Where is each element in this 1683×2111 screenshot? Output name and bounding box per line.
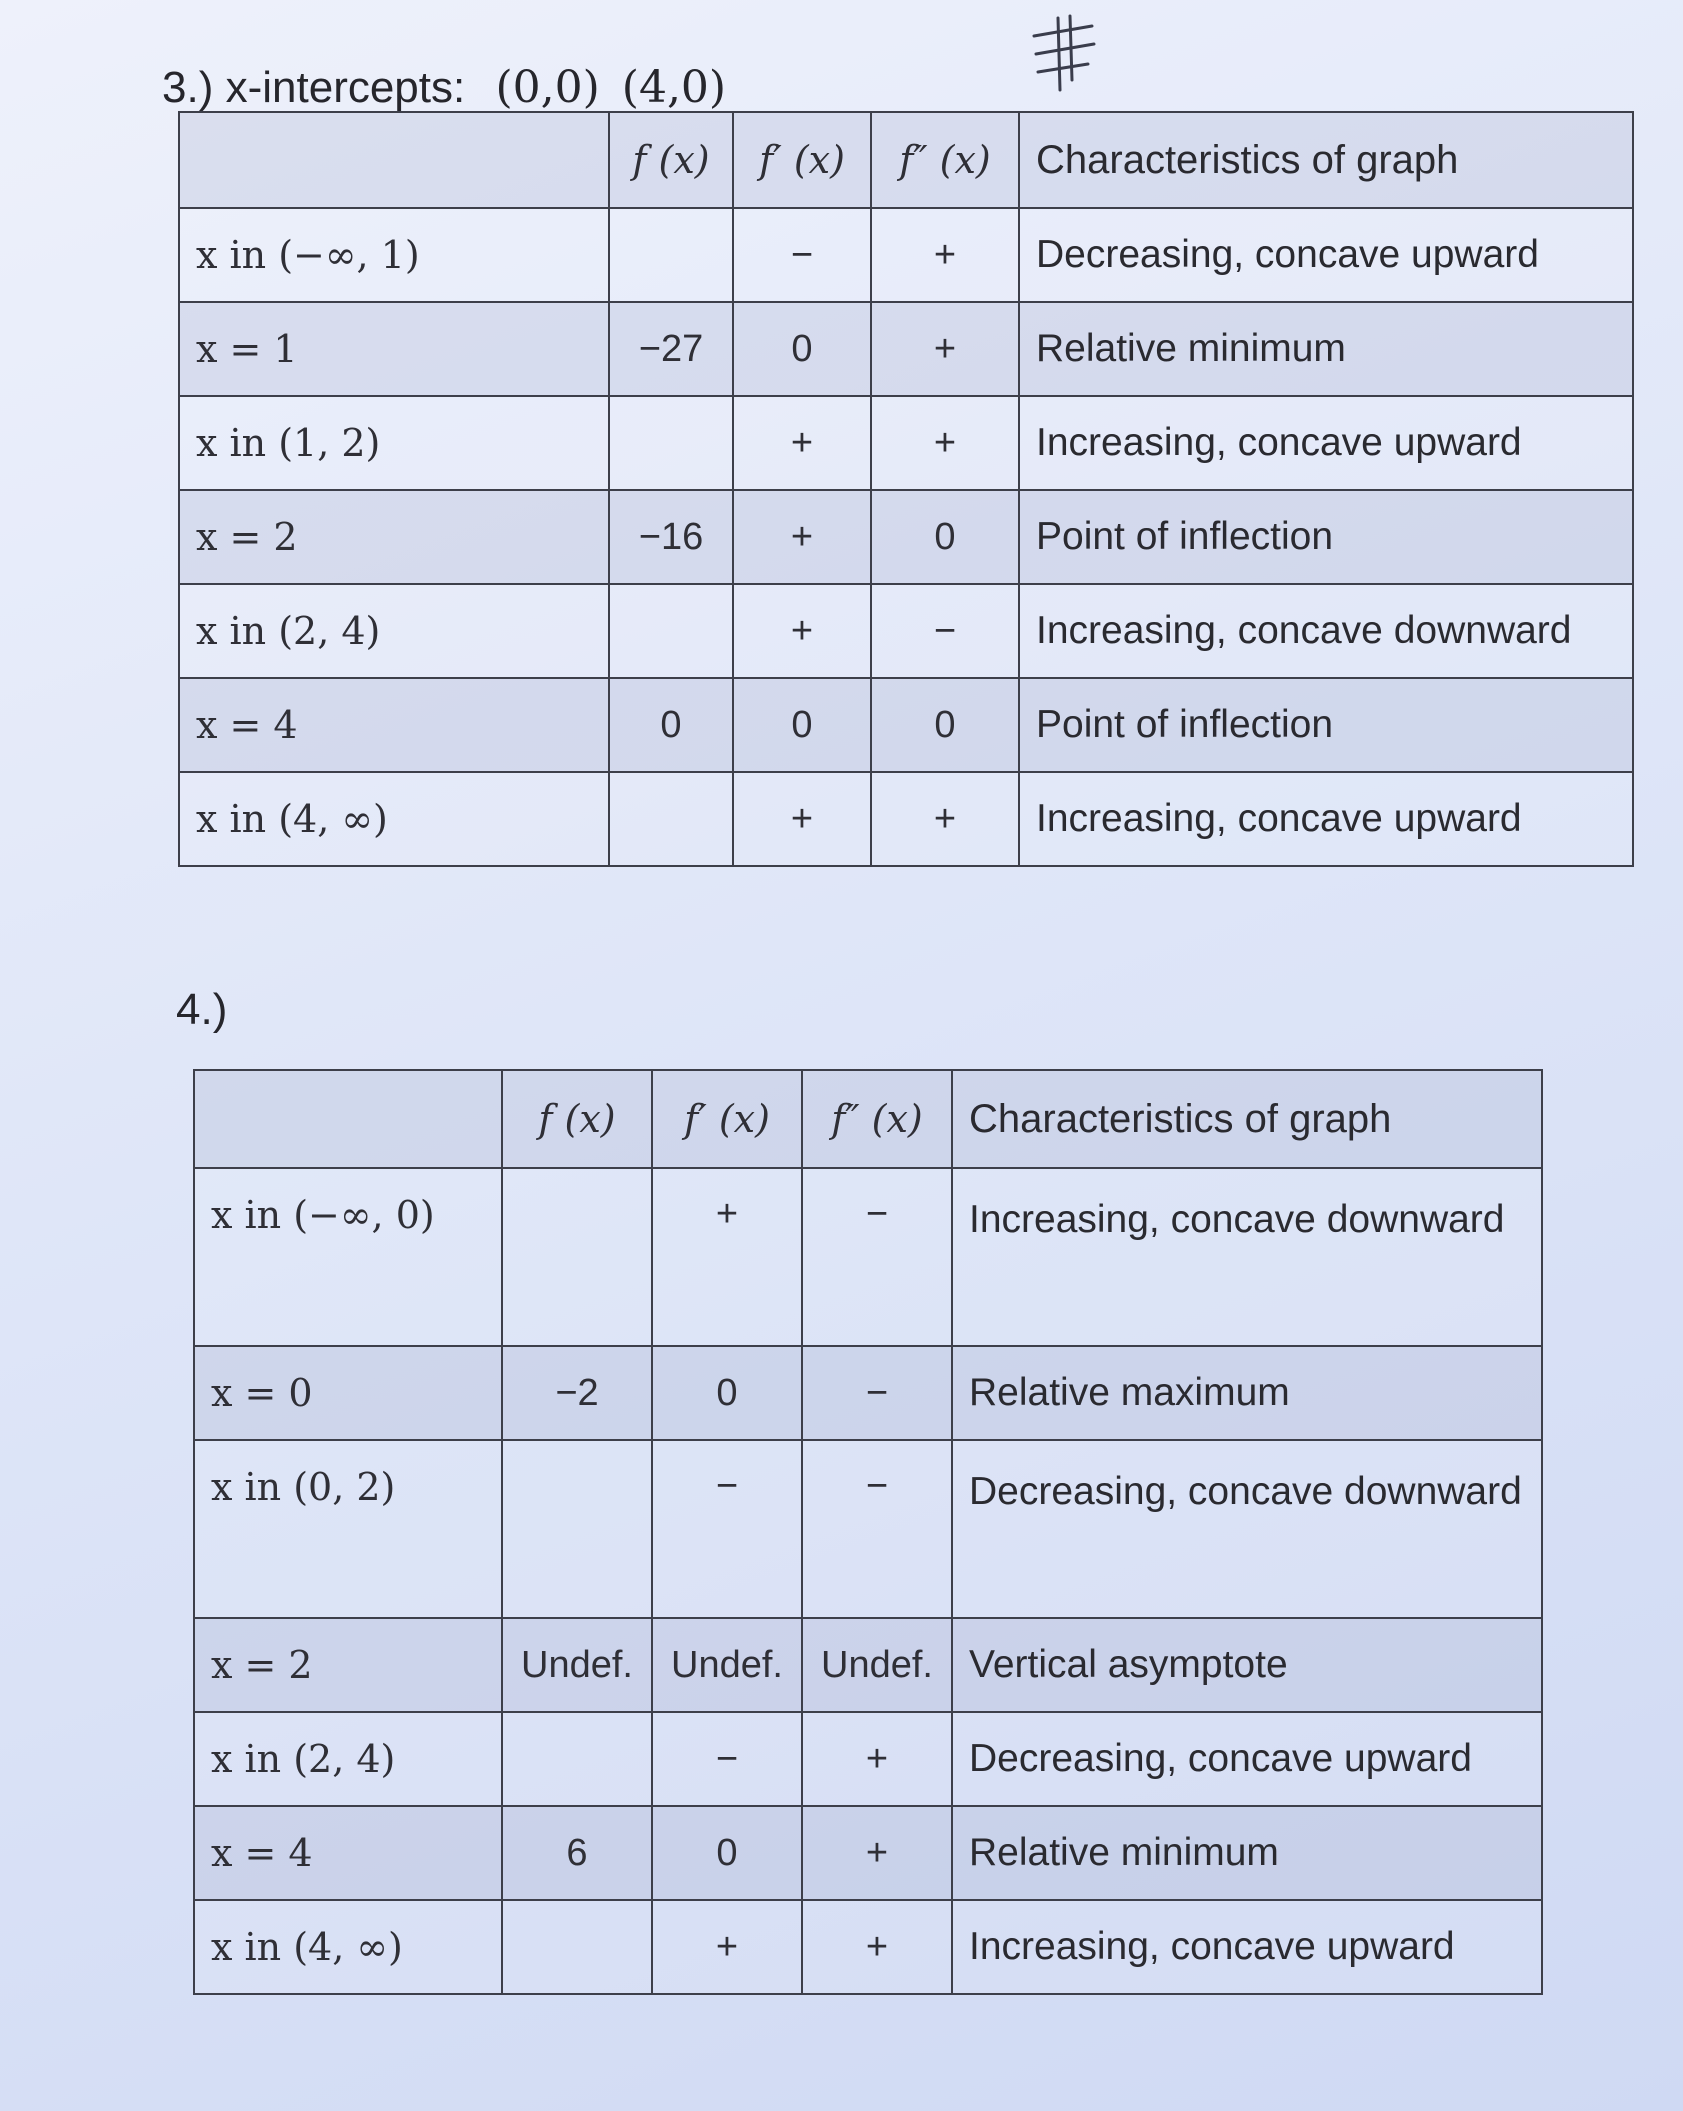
row-condition: x in (1, 2) (179, 396, 609, 490)
row-f-prime-sign: + (652, 1168, 802, 1346)
table-row (194, 1618, 1542, 1712)
row-f-double-prime-sign: + (802, 1712, 952, 1806)
row-f-prime-sign: 0 (733, 302, 871, 396)
row-f-value (609, 772, 733, 866)
row-f-prime-sign: + (733, 396, 871, 490)
table-row (194, 1712, 1542, 1806)
row-condition: x in (4, ∞) (194, 1900, 502, 1994)
problem-4-number: 4.) (176, 985, 228, 1034)
table-row (179, 678, 1633, 772)
intercept-item: (4,0) (621, 62, 727, 113)
row-f-value: Undef. (502, 1618, 652, 1712)
table-row (179, 208, 1633, 302)
row-f-prime-sign: + (733, 772, 871, 866)
row-f-prime-sign: 0 (652, 1806, 802, 1900)
row-characteristic: Relative maximum (952, 1346, 1542, 1440)
row-f-double-prime-sign: 0 (871, 490, 1019, 584)
row-f-prime-sign: + (652, 1900, 802, 1994)
row-condition: x = 1 (179, 302, 609, 396)
row-characteristic: Relative minimum (1019, 302, 1633, 396)
row-f-double-prime-sign: − (802, 1346, 952, 1440)
row-characteristic: Vertical asymptote (952, 1618, 1542, 1712)
header-characteristics: Characteristics of graph (952, 1070, 1542, 1168)
intercepts-label: x-intercepts: (225, 63, 466, 112)
row-condition: x in (4, ∞) (179, 772, 609, 866)
row-f-value (502, 1712, 652, 1806)
row-f-double-prime-sign: + (871, 772, 1019, 866)
row-condition: x in (−∞, 1) (179, 208, 609, 302)
header-f-double-prime: f″ (x) (871, 112, 1019, 208)
header-f: f (x) (502, 1070, 652, 1168)
header-f: f (x) (609, 112, 733, 208)
table-header-row (194, 1070, 1542, 1168)
row-characteristic: Point of inflection (1019, 678, 1633, 772)
row-f-double-prime-sign: Undef. (802, 1618, 952, 1712)
row-condition: x = 4 (179, 678, 609, 772)
table-row (179, 490, 1633, 584)
row-f-double-prime-sign: + (871, 396, 1019, 490)
header-characteristics: Characteristics of graph (1019, 112, 1633, 208)
row-f-value (502, 1168, 652, 1346)
row-f-value: 0 (609, 678, 733, 772)
intercept-item: (0,0) (495, 62, 600, 113)
row-characteristic: Decreasing, concave upward (952, 1712, 1542, 1806)
table-row (194, 1900, 1542, 1994)
row-f-prime-sign: − (652, 1440, 802, 1618)
row-f-prime-sign: Undef. (652, 1618, 802, 1712)
row-characteristic: Relative minimum (952, 1806, 1542, 1900)
row-f-prime-sign: − (733, 208, 871, 302)
row-f-value (609, 396, 733, 490)
table-row (179, 584, 1633, 678)
row-condition: x in (0, 2) (194, 1440, 502, 1618)
row-condition: x in (−∞, 0) (194, 1168, 502, 1346)
table-row (194, 1346, 1542, 1440)
row-condition: x in (2, 4) (194, 1712, 502, 1806)
row-condition: x = 4 (194, 1806, 502, 1900)
table-row (179, 396, 1633, 490)
row-f-prime-sign: + (733, 490, 871, 584)
row-condition: x = 2 (194, 1618, 502, 1712)
row-characteristic: Increasing, concave downward (1019, 584, 1633, 678)
row-f-prime-sign: + (733, 584, 871, 678)
row-f-double-prime-sign: + (802, 1806, 952, 1900)
row-condition: x in (2, 4) (179, 584, 609, 678)
row-characteristic: Point of inflection (1019, 490, 1633, 584)
tally-mark-icon (1028, 14, 1098, 94)
row-f-double-prime-sign: − (802, 1440, 952, 1618)
header-f-double-prime: f″ (x) (802, 1070, 952, 1168)
problem-4-sign-table (193, 1069, 1543, 1995)
row-f-value (502, 1440, 652, 1618)
row-f-value: 6 (502, 1806, 652, 1900)
header-empty-cell (194, 1070, 502, 1168)
header-empty-cell (179, 112, 609, 208)
intercepts-list (495, 62, 748, 113)
row-condition: x = 2 (179, 490, 609, 584)
row-f-prime-sign: 0 (652, 1346, 802, 1440)
row-characteristic: Increasing, concave upward (952, 1900, 1542, 1994)
row-f-double-prime-sign: − (871, 584, 1019, 678)
row-f-value (609, 584, 733, 678)
table-row (179, 302, 1633, 396)
problem-4-heading (176, 985, 227, 1035)
table-row (179, 772, 1633, 866)
header-f-prime: f′ (x) (733, 112, 871, 208)
row-f-value (502, 1900, 652, 1994)
table-row (194, 1806, 1542, 1900)
table-row (194, 1440, 1542, 1618)
row-characteristic: Decreasing, concave upward (1019, 208, 1633, 302)
header-f-prime: f′ (x) (652, 1070, 802, 1168)
row-condition: x = 0 (194, 1346, 502, 1440)
table-header-row (179, 112, 1633, 208)
row-f-value: −27 (609, 302, 733, 396)
problem-3-sign-table (178, 111, 1634, 867)
row-characteristic: Increasing, concave upward (1019, 396, 1633, 490)
row-f-prime-sign: 0 (733, 678, 871, 772)
row-f-value (609, 208, 733, 302)
problem-3-heading (162, 62, 748, 113)
row-characteristic: Decreasing, concave downward (952, 1440, 1542, 1618)
problem-3-number: 3.) (162, 63, 214, 112)
row-f-value: −2 (502, 1346, 652, 1440)
row-f-value: −16 (609, 490, 733, 584)
row-characteristic: Increasing, concave upward (1019, 772, 1633, 866)
row-f-double-prime-sign: 0 (871, 678, 1019, 772)
row-f-prime-sign: − (652, 1712, 802, 1806)
row-f-double-prime-sign: − (802, 1168, 952, 1346)
row-characteristic: Increasing, concave downward (952, 1168, 1542, 1346)
row-f-double-prime-sign: + (871, 208, 1019, 302)
row-f-double-prime-sign: + (802, 1900, 952, 1994)
row-f-double-prime-sign: + (871, 302, 1019, 396)
table-row (194, 1168, 1542, 1346)
